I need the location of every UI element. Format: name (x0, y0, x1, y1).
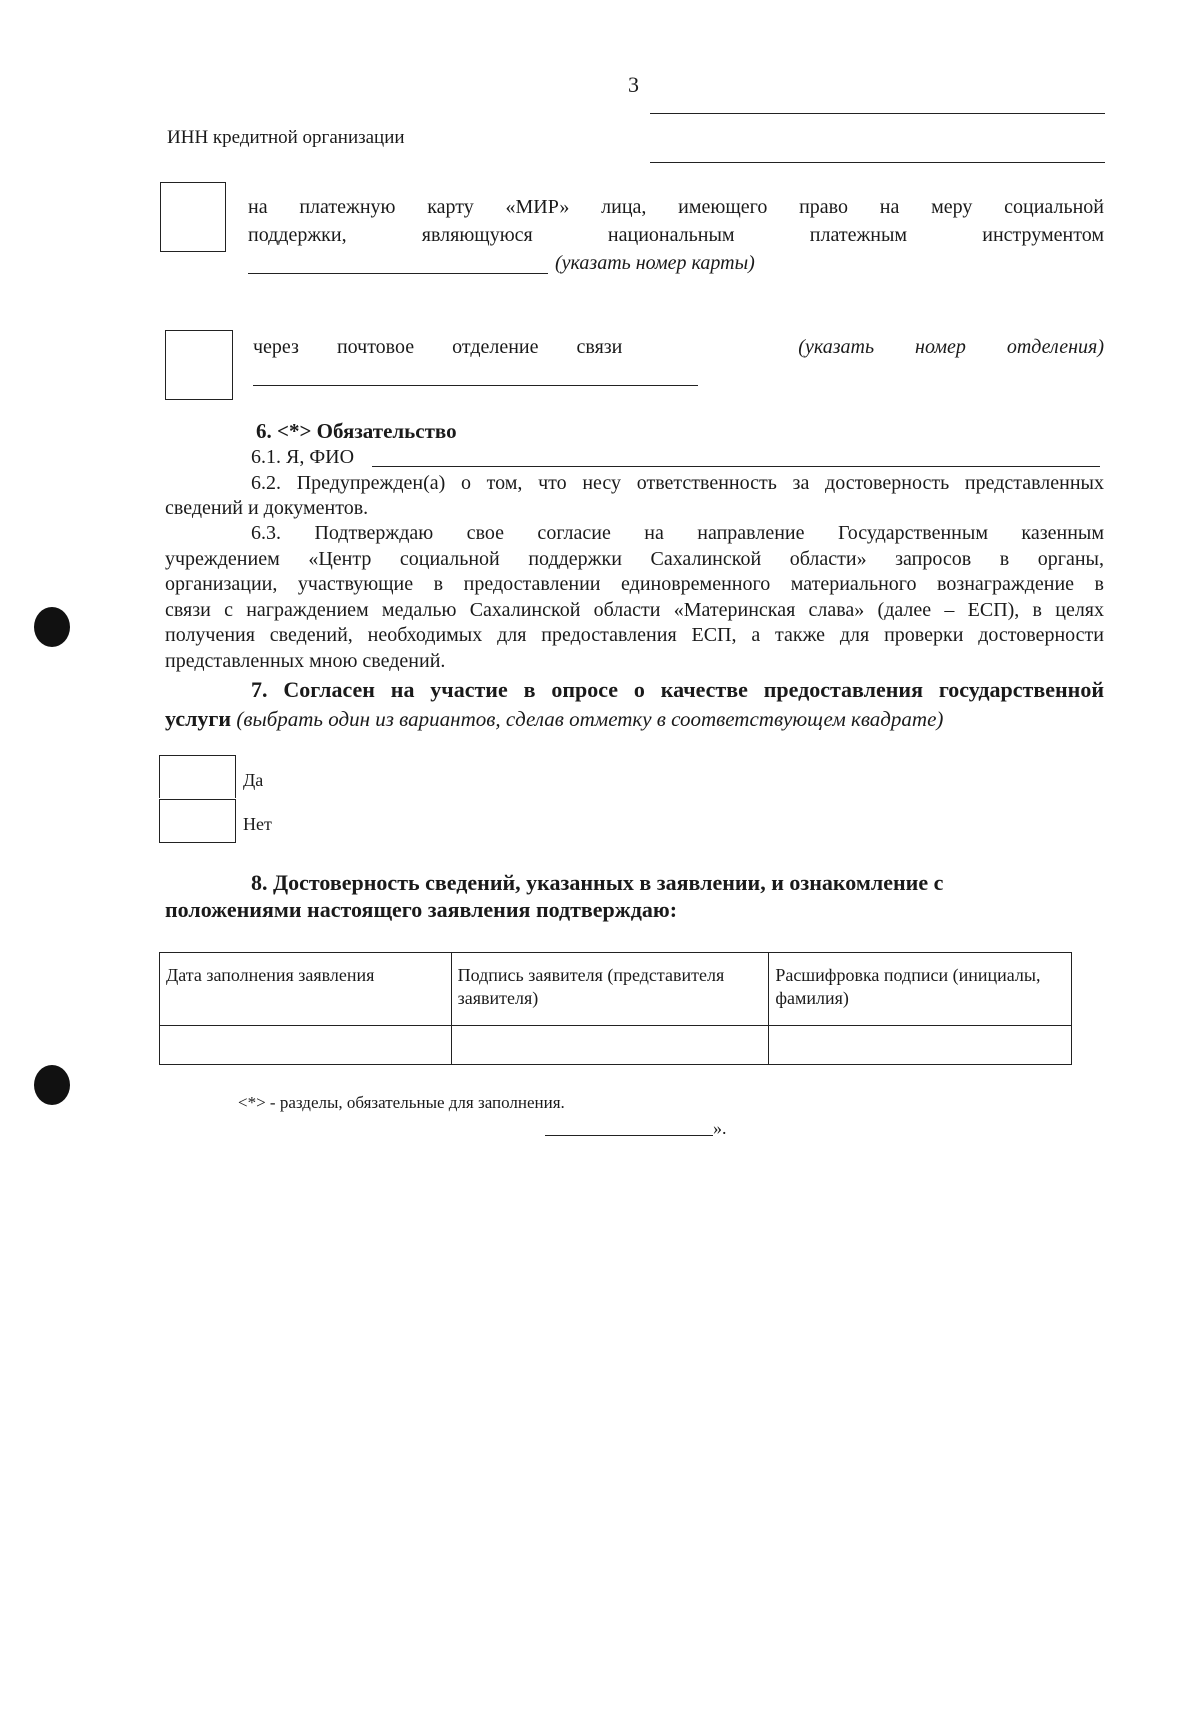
date-cell[interactable] (160, 1026, 452, 1065)
section6-item1: 6.1. Я, ФИО (251, 446, 355, 468)
table-row (160, 1026, 1072, 1065)
section6-item3-line: 6.3. Подтверждаю свое согласие на направление Государственным казенным (251, 522, 1104, 544)
name-decoding-cell[interactable] (769, 1026, 1072, 1065)
section7-title-line1: 7. Согласен на участие в опросе о качестве предоставления государственной (251, 677, 1104, 702)
section8-title-line2: положениями настоящего заявления подтверждаю: (165, 897, 678, 922)
post-option-checkbox[interactable] (165, 330, 233, 400)
inn-input-line[interactable] (650, 162, 1105, 163)
header-date: Дата заполнения заявления (160, 953, 452, 1026)
section7-title-bold: услуги (165, 706, 232, 731)
signature-cell[interactable] (451, 1026, 769, 1065)
section6-item3-line: организации, участвующие в предоставлении единовременного материального вознаграждение в (165, 573, 1104, 595)
section6-item3-line: учреждением «Центр социальной поддержки Сахалинской области» запросов в органы, (165, 547, 1104, 570)
card-option-checkbox[interactable] (160, 182, 226, 252)
section6-item3-line: получения сведений, необходимых для предоставления ЕСП, а также для проверки достоверности (165, 624, 1104, 646)
header-signature: Подпись заявителя (представителя заявителя) (451, 953, 769, 1026)
closing-quote: ». (713, 1118, 727, 1138)
section7-title-line2 (165, 706, 943, 732)
closing-blank-line (545, 1135, 713, 1136)
section6-title: 6. <*> Обязательство (256, 419, 457, 443)
post-office-hint: (указать номер отделения) (798, 336, 1104, 358)
binder-hole-mark (34, 1065, 70, 1105)
card-number-input-line[interactable] (248, 273, 548, 274)
section7-hint: (выбрать один из вариантов, сделав отметку в соответствующем квадрате) (236, 707, 944, 731)
section6-item3 (165, 521, 1104, 674)
card-number-hint: (указать номер карты) (555, 252, 755, 274)
section6-item2-line1: 6.2. Предупрежден(а) о том, что несу ответственность за достоверность представленных (251, 472, 1104, 494)
fio-input-line[interactable] (372, 466, 1100, 467)
card-option-line1: на платежную карту «МИР» лица, имеющего право на меру социальной (248, 196, 1104, 218)
survey-no-checkbox[interactable] (159, 799, 236, 843)
signature-table (159, 952, 1072, 1065)
blank-line-top (650, 113, 1105, 114)
survey-yes-label: Да (243, 770, 264, 790)
section6-item3-line: представленных мною сведений. (165, 649, 446, 672)
survey-no-label: Нет (243, 814, 272, 834)
page-number: 3 (628, 72, 639, 97)
card-option-line2: поддержки, являющуюся национальным платежным инструментом (248, 224, 1104, 246)
header-name-decoding: Расшифровка подписи (инициалы, фамилия) (769, 953, 1072, 1026)
survey-yes-checkbox[interactable] (159, 755, 236, 798)
inn-label: ИНН кредитной организации (167, 127, 405, 148)
section8-title-line1: 8. Достоверность сведений, указанных в заявлении, и ознакомление с (251, 870, 944, 895)
binder-hole-mark (34, 607, 70, 647)
footnote: <*> - разделы, обязательные для заполнения. (238, 1093, 565, 1112)
section6-item2-line2: сведений и документов. (165, 497, 369, 519)
post-office-input-line[interactable] (253, 385, 698, 386)
post-option-line1: через почтовое отделение связи (253, 336, 623, 358)
table-header-row (160, 953, 1072, 1026)
section6-item3-line: связи с награждением медалью Сахалинской области «Материнская слава» (далее – ЕСП), в целях (165, 598, 1104, 621)
